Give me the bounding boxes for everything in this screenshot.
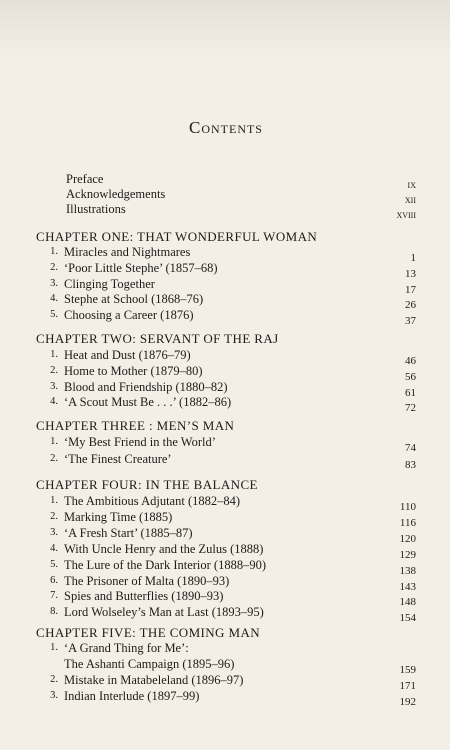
entry-title: Clinging Together: [64, 277, 155, 291]
toc-entry: [42, 394, 416, 414]
entry-page-number: 83: [405, 459, 416, 471]
front-matter-page: ix: [407, 179, 416, 191]
toc-entry: [42, 525, 416, 545]
entry-page-number: 148: [399, 596, 416, 608]
toc-entry: [42, 604, 416, 624]
front-matter-item: [66, 186, 416, 206]
entry-number: 3.: [50, 690, 58, 701]
entry-page-number: 116: [399, 517, 416, 529]
entry-title: The Ambitious Adjutant (1882–84): [64, 494, 241, 508]
facing-page-bleed: [0, 0, 450, 60]
entry-number: 1.: [50, 642, 58, 653]
entry-number: 3.: [50, 381, 58, 392]
entry-number: 5.: [50, 559, 58, 570]
toc-entry: [42, 260, 416, 280]
entry-title: Lord Wolseley’s Man at Last (1893–95): [64, 605, 264, 619]
chapter-heading: CHAPTER FIVE: THE COMING MAN: [36, 625, 261, 640]
entry-title: ‘A Grand Thing for Me’:: [64, 641, 189, 655]
toc-entry: [42, 557, 416, 577]
toc-entry: [42, 573, 416, 593]
toc-entry: [42, 451, 416, 471]
entry-page-number: 110: [399, 501, 416, 513]
entry-title: Indian Interlude (1897–99): [64, 689, 200, 703]
entry-page-number: 37: [405, 315, 416, 327]
entry-page-number: 74: [405, 442, 416, 454]
entry-number: 2.: [50, 674, 58, 685]
entry-number: 4.: [50, 293, 58, 304]
entry-number: 3.: [50, 527, 58, 538]
entry-title: With Uncle Henry and the Zulus (1888): [64, 542, 264, 556]
entry-page-number: 17: [405, 284, 416, 296]
entry-title: Marking Time (1885): [64, 510, 173, 524]
entry-title: ‘A Fresh Start’ (1885–87): [64, 526, 193, 540]
toc-entry: [42, 688, 416, 708]
chapter-heading: CHAPTER THREE : MEN’S MAN: [36, 418, 235, 433]
entry-number: 2.: [50, 453, 58, 464]
entry-title: Spies and Butterflies (1890–93): [64, 589, 224, 603]
entry-title: The Prisoner of Malta (1890–93): [64, 574, 230, 588]
entry-number: 7.: [50, 590, 58, 601]
entry-number: 1.: [50, 436, 58, 447]
entry-number: 3.: [50, 278, 58, 289]
entry-number: 1.: [50, 495, 58, 506]
entry-page-number: 192: [399, 696, 416, 708]
chapter-heading: CHAPTER FOUR: IN THE BALANCE: [36, 477, 258, 492]
entry-page-number: 129: [399, 549, 416, 561]
entry-title: Home to Mother (1879–80): [64, 364, 203, 378]
entry-page-number: 26: [405, 299, 416, 311]
entry-title: Blood and Friendship (1880–82): [64, 380, 228, 394]
entry-number: 5.: [50, 309, 58, 320]
page-title: Contents: [188, 118, 263, 137]
entry-page-number: 143: [399, 581, 416, 593]
entry-page-number: 120: [399, 533, 416, 545]
front-matter-page: xviii: [396, 209, 416, 221]
front-matter-label: Preface: [66, 172, 104, 186]
entry-title: ‘A Scout Must Be . . .’ (1882–86): [64, 395, 232, 409]
front-matter-label: Acknowledgements: [66, 187, 166, 201]
entry-page-number: 171: [399, 680, 416, 692]
entry-title: Stephe at School (1868–76): [64, 292, 204, 306]
toc-entry: [42, 434, 416, 454]
toc-entry: [42, 363, 416, 383]
entry-title: The Ashanti Campaign (1895–96): [64, 657, 235, 671]
entry-title: ‘Poor Little Stephe’ (1857–68): [64, 261, 218, 275]
entry-page-number: 61: [405, 387, 416, 399]
entry-page-number: 72: [405, 402, 416, 414]
entry-number: 4.: [50, 396, 58, 407]
entry-page-number: 46: [405, 355, 416, 367]
entry-number: 1.: [50, 246, 58, 257]
toc-entry: [42, 656, 416, 676]
entry-page-number: 56: [405, 371, 416, 383]
entry-title: Heat and Dust (1876–79): [64, 348, 191, 362]
toc-entry: [42, 291, 416, 311]
entry-title: Choosing a Career (1876): [64, 308, 194, 322]
entry-title: The Lure of the Dark Interior (1888–90): [64, 558, 267, 572]
entry-number: 2.: [50, 365, 58, 376]
chapter-heading: CHAPTER ONE: THAT WONDERFUL WOMAN: [36, 229, 318, 244]
front-matter-label: Illustrations: [66, 202, 126, 216]
front-matter-item: [66, 171, 416, 191]
entry-page-number: 13: [405, 268, 416, 280]
entry-number: 4.: [50, 543, 58, 554]
entry-page-number: 159: [399, 664, 416, 676]
toc-entry: [42, 588, 416, 608]
chapter-heading: CHAPTER TWO: SERVANT OF THE RAJ: [36, 331, 279, 346]
entry-page-number: 138: [399, 565, 416, 577]
entry-title: Mistake in Matabeleland (1896–97): [64, 673, 244, 687]
entry-title: ‘My Best Friend in the World’: [64, 435, 216, 449]
entry-page-number: 1: [410, 252, 416, 264]
entry-number: 8.: [50, 606, 58, 617]
front-matter-item: [66, 201, 416, 221]
toc-entry: [42, 379, 416, 399]
entry-number: 6.: [50, 575, 58, 586]
toc-entry: [42, 276, 416, 296]
toc-entry: [42, 640, 416, 656]
toc-entry: [42, 541, 416, 561]
entry-title: Miracles and Nightmares: [64, 245, 191, 259]
entry-number: 1.: [50, 349, 58, 360]
front-matter-page: xii: [404, 194, 416, 206]
toc-entry: [42, 509, 416, 529]
toc-entry: [42, 307, 416, 327]
entry-number: 2.: [50, 511, 58, 522]
toc-entry: [42, 672, 416, 692]
toc-entry: [42, 347, 416, 367]
entry-page-number: 154: [399, 612, 416, 624]
entry-number: 2.: [50, 262, 58, 273]
entry-title: ‘The Finest Creature’: [64, 452, 172, 466]
toc-entry: [42, 493, 416, 513]
toc-entry: [42, 244, 416, 264]
